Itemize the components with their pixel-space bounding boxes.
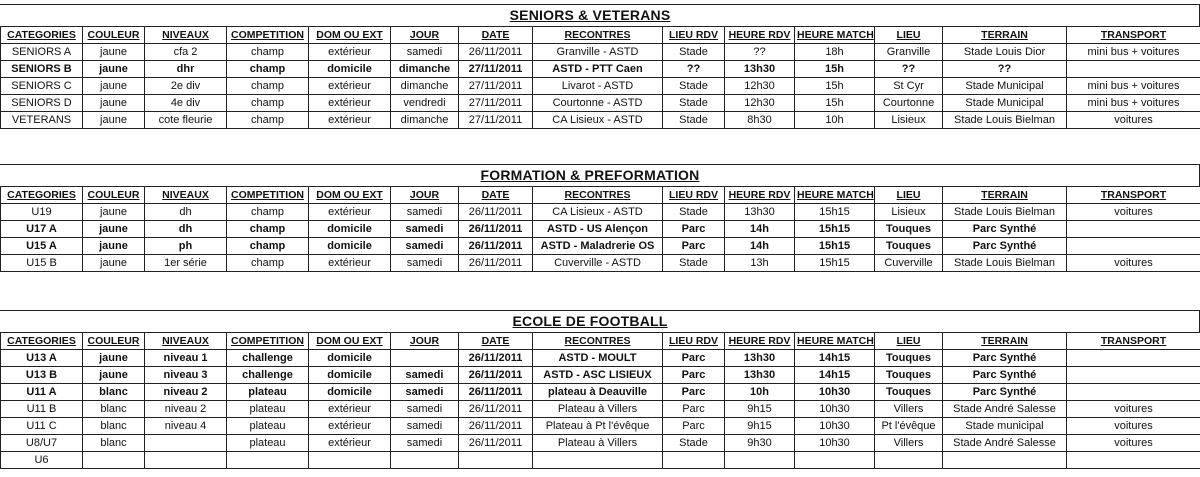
column-header-dom-ou-ext: DOM OU EXT — [309, 333, 391, 350]
cell-lieu: Touques — [875, 367, 943, 384]
cell-heure-match: 18h — [795, 44, 875, 61]
schedule-table — [0, 186, 1200, 272]
cell-competition: champ — [227, 95, 309, 112]
table-row — [1, 367, 1200, 384]
cell-recontres: ASTD - Maladrerie OS — [533, 238, 663, 255]
column-header-date: DATE — [459, 27, 533, 44]
cell-jour: samedi — [391, 401, 459, 418]
cell-date: 26/11/2011 — [459, 384, 533, 401]
column-header-dom-ou-ext: DOM OU EXT — [309, 187, 391, 204]
table-row — [1, 221, 1200, 238]
cell-lieu: Courtonne — [875, 95, 943, 112]
column-header-categories: CATEGORIES — [1, 333, 83, 350]
cell-lieu-rdv — [663, 452, 725, 469]
column-header-heure-rdv: HEURE RDV — [725, 27, 795, 44]
cell-niveaux: cote fleurie — [145, 112, 227, 129]
cell-categories: SENIORS A — [1, 44, 83, 61]
cell-heure-match: 10h30 — [795, 435, 875, 452]
cell-heure-match: 10h30 — [795, 384, 875, 401]
column-header-competition: COMPETITION — [227, 333, 309, 350]
table-row — [1, 350, 1200, 367]
cell-couleur: jaune — [83, 367, 145, 384]
cell-transport — [1067, 238, 1200, 255]
column-header-couleur: COULEUR — [83, 27, 145, 44]
cell-heure-rdv: 13h — [725, 255, 795, 272]
cell-transport: voitures — [1067, 112, 1200, 129]
column-header-transport: TRANSPORT — [1067, 333, 1200, 350]
cell-jour: dimanche — [391, 61, 459, 78]
cell-transport: voitures — [1067, 255, 1200, 272]
cell-categories: U13 B — [1, 367, 83, 384]
cell-heure-rdv: 9h30 — [725, 435, 795, 452]
cell-heure-match: 10h — [795, 112, 875, 129]
cell-dom-ou-ext: extérieur — [309, 95, 391, 112]
cell-niveaux: dh — [145, 221, 227, 238]
cell-categories: SENIORS B — [1, 61, 83, 78]
cell-heure-match: 15h — [795, 95, 875, 112]
cell-competition: champ — [227, 221, 309, 238]
cell-lieu: Touques — [875, 350, 943, 367]
cell-terrain: Stade André Salesse — [943, 401, 1067, 418]
schedule-table — [0, 332, 1200, 469]
cell-couleur: jaune — [83, 78, 145, 95]
cell-dom-ou-ext: domicile — [309, 61, 391, 78]
cell-heure-match: 15h — [795, 61, 875, 78]
cell-terrain: Stade Municipal — [943, 78, 1067, 95]
cell-categories: U17 A — [1, 221, 83, 238]
cell-categories: SENIORS D — [1, 95, 83, 112]
cell-heure-match — [795, 452, 875, 469]
cell-date: 26/11/2011 — [459, 401, 533, 418]
cell-dom-ou-ext: extérieur — [309, 401, 391, 418]
column-header-categories: CATEGORIES — [1, 27, 83, 44]
cell-date: 27/11/2011 — [459, 112, 533, 129]
cell-categories: SENIORS C — [1, 78, 83, 95]
cell-recontres: Cuverville - ASTD — [533, 255, 663, 272]
cell-heure-rdv: ?? — [725, 44, 795, 61]
cell-niveaux: dhr — [145, 61, 227, 78]
cell-couleur: blanc — [83, 418, 145, 435]
column-header-transport: TRANSPORT — [1067, 187, 1200, 204]
cell-terrain: Stade Louis Bielman — [943, 255, 1067, 272]
column-header-categories: CATEGORIES — [1, 187, 83, 204]
cell-competition: challenge — [227, 350, 309, 367]
cell-lieu: Cuverville — [875, 255, 943, 272]
cell-categories: U15 B — [1, 255, 83, 272]
cell-competition: champ — [227, 78, 309, 95]
column-header-jour: JOUR — [391, 333, 459, 350]
cell-heure-rdv: 13h30 — [725, 350, 795, 367]
cell-date — [459, 452, 533, 469]
column-header-lieu-rdv: LIEU RDV — [663, 333, 725, 350]
cell-lieu-rdv: Stade — [663, 112, 725, 129]
column-header-heure-match: HEURE MATCH — [795, 27, 875, 44]
cell-niveaux: niveau 2 — [145, 401, 227, 418]
column-header-terrain: TERRAIN — [943, 333, 1067, 350]
cell-heure-rdv: 14h — [725, 238, 795, 255]
cell-date: 27/11/2011 — [459, 95, 533, 112]
cell-date: 26/11/2011 — [459, 238, 533, 255]
cell-jour: samedi — [391, 238, 459, 255]
cell-jour: dimanche — [391, 112, 459, 129]
cell-heure-match: 10h30 — [795, 418, 875, 435]
cell-lieu-rdv: Parc — [663, 367, 725, 384]
cell-terrain: Parc Synthé — [943, 384, 1067, 401]
cell-transport: voitures — [1067, 401, 1200, 418]
column-header-lieu: LIEU — [875, 333, 943, 350]
cell-couleur: blanc — [83, 435, 145, 452]
cell-lieu: Lisieux — [875, 112, 943, 129]
column-header-date: DATE — [459, 187, 533, 204]
cell-lieu: Villers — [875, 401, 943, 418]
cell-recontres: Plateau à Villers — [533, 435, 663, 452]
cell-categories: U8/U7 — [1, 435, 83, 452]
cell-jour: samedi — [391, 221, 459, 238]
cell-date: 26/11/2011 — [459, 221, 533, 238]
cell-couleur — [83, 452, 145, 469]
cell-date: 26/11/2011 — [459, 418, 533, 435]
cell-heure-rdv: 9h15 — [725, 418, 795, 435]
cell-lieu-rdv: Parc — [663, 384, 725, 401]
cell-categories: U15 A — [1, 238, 83, 255]
table-row — [1, 78, 1200, 95]
cell-transport — [1067, 221, 1200, 238]
cell-niveaux: 4e div — [145, 95, 227, 112]
cell-jour: samedi — [391, 418, 459, 435]
cell-dom-ou-ext: domicile — [309, 367, 391, 384]
column-header-lieu: LIEU — [875, 187, 943, 204]
cell-couleur: jaune — [83, 44, 145, 61]
cell-terrain — [943, 452, 1067, 469]
cell-lieu: Lisieux — [875, 204, 943, 221]
cell-niveaux — [145, 435, 227, 452]
cell-heure-rdv: 13h30 — [725, 204, 795, 221]
column-header-heure-match: HEURE MATCH — [795, 187, 875, 204]
cell-transport: mini bus + voitures — [1067, 78, 1200, 95]
cell-heure-rdv — [725, 452, 795, 469]
table-row — [1, 238, 1200, 255]
cell-couleur: jaune — [83, 61, 145, 78]
cell-heure-rdv: 12h30 — [725, 78, 795, 95]
cell-lieu: Touques — [875, 384, 943, 401]
cell-terrain: Parc Synthé — [943, 221, 1067, 238]
cell-jour: samedi — [391, 384, 459, 401]
column-header-competition: COMPETITION — [227, 27, 309, 44]
table-row — [1, 418, 1200, 435]
cell-niveaux: dh — [145, 204, 227, 221]
cell-transport — [1067, 61, 1200, 78]
cell-heure-rdv: 12h30 — [725, 95, 795, 112]
cell-couleur: jaune — [83, 204, 145, 221]
cell-terrain: Parc Synthé — [943, 238, 1067, 255]
cell-couleur: jaune — [83, 238, 145, 255]
column-header-couleur: COULEUR — [83, 187, 145, 204]
cell-dom-ou-ext: extérieur — [309, 435, 391, 452]
cell-lieu — [875, 452, 943, 469]
cell-recontres: Granville - ASTD — [533, 44, 663, 61]
cell-transport — [1067, 350, 1200, 367]
cell-date: 26/11/2011 — [459, 204, 533, 221]
cell-recontres: plateau à Deauville — [533, 384, 663, 401]
cell-recontres: ASTD - ASC LISIEUX — [533, 367, 663, 384]
cell-niveaux: niveau 4 — [145, 418, 227, 435]
header-row — [1, 27, 1200, 44]
cell-categories: U6 — [1, 452, 83, 469]
cell-dom-ou-ext: extérieur — [309, 44, 391, 61]
column-header-lieu: LIEU — [875, 27, 943, 44]
cell-heure-rdv: 13h30 — [725, 367, 795, 384]
cell-lieu: Touques — [875, 238, 943, 255]
table-row — [1, 112, 1200, 129]
cell-transport — [1067, 384, 1200, 401]
column-header-jour: JOUR — [391, 27, 459, 44]
cell-jour — [391, 350, 459, 367]
cell-dom-ou-ext: domicile — [309, 350, 391, 367]
cell-categories: U11 B — [1, 401, 83, 418]
cell-lieu-rdv: Stade — [663, 78, 725, 95]
cell-heure-match: 15h — [795, 78, 875, 95]
cell-transport: mini bus + voitures — [1067, 44, 1200, 61]
cell-heure-rdv: 10h — [725, 384, 795, 401]
cell-lieu-rdv: Parc — [663, 221, 725, 238]
cell-niveaux — [145, 452, 227, 469]
cell-dom-ou-ext: domicile — [309, 238, 391, 255]
cell-jour: samedi — [391, 44, 459, 61]
table-row — [1, 384, 1200, 401]
table-row — [1, 204, 1200, 221]
column-header-recontres: RECONTRES — [533, 27, 663, 44]
cell-date: 27/11/2011 — [459, 78, 533, 95]
cell-niveaux: 1er série — [145, 255, 227, 272]
cell-niveaux: 2e div — [145, 78, 227, 95]
cell-competition: champ — [227, 61, 309, 78]
column-header-date: DATE — [459, 333, 533, 350]
section-title: ECOLE DE FOOTBALL — [512, 313, 668, 329]
column-header-niveaux: NIVEAUX — [145, 187, 227, 204]
cell-dom-ou-ext: domicile — [309, 384, 391, 401]
cell-terrain: Stade Louis Dior — [943, 44, 1067, 61]
cell-recontres: Courtonne - ASTD — [533, 95, 663, 112]
cell-jour: dimanche — [391, 78, 459, 95]
table-row — [1, 95, 1200, 112]
cell-jour: vendredi — [391, 95, 459, 112]
cell-lieu: Granville — [875, 44, 943, 61]
cell-lieu: Villers — [875, 435, 943, 452]
table-row — [1, 401, 1200, 418]
cell-transport: voitures — [1067, 418, 1200, 435]
column-header-transport: TRANSPORT — [1067, 27, 1200, 44]
cell-lieu: ?? — [875, 61, 943, 78]
cell-couleur: jaune — [83, 221, 145, 238]
section-title: FORMATION & PREFORMATION — [480, 167, 700, 183]
cell-niveaux: cfa 2 — [145, 44, 227, 61]
cell-date: 27/11/2011 — [459, 61, 533, 78]
cell-categories: VETERANS — [1, 112, 83, 129]
cell-date: 26/11/2011 — [459, 435, 533, 452]
column-header-heure-match: HEURE MATCH — [795, 333, 875, 350]
cell-transport: voitures — [1067, 204, 1200, 221]
cell-jour: samedi — [391, 255, 459, 272]
cell-lieu-rdv: Parc — [663, 418, 725, 435]
cell-terrain: Stade André Salesse — [943, 435, 1067, 452]
cell-competition — [227, 452, 309, 469]
cell-competition: plateau — [227, 418, 309, 435]
cell-dom-ou-ext: extérieur — [309, 418, 391, 435]
cell-recontres: Plateau à Villers — [533, 401, 663, 418]
cell-dom-ou-ext: extérieur — [309, 255, 391, 272]
cell-lieu-rdv: Stade — [663, 95, 725, 112]
cell-date: 26/11/2011 — [459, 367, 533, 384]
table-row — [1, 255, 1200, 272]
column-header-lieu-rdv: LIEU RDV — [663, 27, 725, 44]
cell-dom-ou-ext: domicile — [309, 221, 391, 238]
cell-heure-match: 15h15 — [795, 238, 875, 255]
cell-couleur: blanc — [83, 401, 145, 418]
cell-heure-match: 14h15 — [795, 350, 875, 367]
cell-lieu-rdv: Stade — [663, 44, 725, 61]
cell-categories: U13 A — [1, 350, 83, 367]
cell-competition: champ — [227, 238, 309, 255]
column-header-heure-rdv: HEURE RDV — [725, 187, 795, 204]
cell-recontres: Livarot - ASTD — [533, 78, 663, 95]
cell-competition: champ — [227, 112, 309, 129]
cell-niveaux: ph — [145, 238, 227, 255]
cell-lieu: Pt l'évêque — [875, 418, 943, 435]
cell-niveaux: niveau 3 — [145, 367, 227, 384]
cell-recontres: ASTD - PTT Caen — [533, 61, 663, 78]
cell-couleur: jaune — [83, 112, 145, 129]
cell-heure-match: 15h15 — [795, 255, 875, 272]
cell-competition: plateau — [227, 435, 309, 452]
cell-heure-match: 15h15 — [795, 221, 875, 238]
header-row — [1, 333, 1200, 350]
cell-date: 26/11/2011 — [459, 350, 533, 367]
cell-lieu-rdv: Stade — [663, 255, 725, 272]
column-header-lieu-rdv: LIEU RDV — [663, 187, 725, 204]
cell-lieu-rdv: ?? — [663, 61, 725, 78]
cell-lieu-rdv: Parc — [663, 350, 725, 367]
cell-terrain: Stade Municipal — [943, 95, 1067, 112]
cell-competition: champ — [227, 44, 309, 61]
cell-lieu-rdv: Stade — [663, 435, 725, 452]
cell-heure-match: 10h30 — [795, 401, 875, 418]
cell-transport: mini bus + voitures — [1067, 95, 1200, 112]
cell-transport — [1067, 452, 1200, 469]
column-header-recontres: RECONTRES — [533, 333, 663, 350]
cell-transport: voitures — [1067, 435, 1200, 452]
cell-jour: samedi — [391, 367, 459, 384]
cell-terrain: Stade Louis Bielman — [943, 112, 1067, 129]
cell-heure-rdv: 14h — [725, 221, 795, 238]
cell-heure-match: 15h15 — [795, 204, 875, 221]
cell-niveaux: niveau 1 — [145, 350, 227, 367]
column-header-niveaux: NIVEAUX — [145, 27, 227, 44]
cell-jour — [391, 452, 459, 469]
cell-couleur: jaune — [83, 350, 145, 367]
cell-recontres: CA Lisieux - ASTD — [533, 112, 663, 129]
column-header-jour: JOUR — [391, 187, 459, 204]
cell-lieu-rdv: Stade — [663, 204, 725, 221]
cell-lieu-rdv: Parc — [663, 238, 725, 255]
table-row — [1, 61, 1200, 78]
column-header-dom-ou-ext: DOM OU EXT — [309, 27, 391, 44]
cell-heure-rdv: 8h30 — [725, 112, 795, 129]
cell-dom-ou-ext — [309, 452, 391, 469]
cell-competition: plateau — [227, 384, 309, 401]
cell-categories: U19 — [1, 204, 83, 221]
cell-couleur: jaune — [83, 255, 145, 272]
cell-dom-ou-ext: extérieur — [309, 78, 391, 95]
column-header-heure-rdv: HEURE RDV — [725, 333, 795, 350]
schedule-table — [0, 26, 1200, 129]
cell-jour: samedi — [391, 204, 459, 221]
cell-recontres: Plateau à Pt l'évêque — [533, 418, 663, 435]
cell-niveaux: niveau 2 — [145, 384, 227, 401]
column-header-niveaux: NIVEAUX — [145, 333, 227, 350]
column-header-recontres: RECONTRES — [533, 187, 663, 204]
cell-heure-rdv: 13h30 — [725, 61, 795, 78]
cell-terrain: Parc Synthé — [943, 367, 1067, 384]
cell-categories: U11 C — [1, 418, 83, 435]
cell-competition: plateau — [227, 401, 309, 418]
cell-terrain: ?? — [943, 61, 1067, 78]
cell-date: 26/11/2011 — [459, 44, 533, 61]
cell-recontres: ASTD - US Alençon — [533, 221, 663, 238]
cell-transport — [1067, 367, 1200, 384]
cell-dom-ou-ext: extérieur — [309, 204, 391, 221]
cell-competition: champ — [227, 204, 309, 221]
cell-couleur: blanc — [83, 384, 145, 401]
table-row — [1, 44, 1200, 61]
cell-competition: champ — [227, 255, 309, 272]
cell-competition: challenge — [227, 367, 309, 384]
cell-lieu: Touques — [875, 221, 943, 238]
cell-lieu-rdv: Parc — [663, 401, 725, 418]
cell-heure-rdv: 9h15 — [725, 401, 795, 418]
cell-date: 26/11/2011 — [459, 255, 533, 272]
section-title: SENIORS & VETERANS — [509, 7, 671, 23]
cell-recontres: ASTD - MOULT — [533, 350, 663, 367]
cell-jour: samedi — [391, 435, 459, 452]
table-row — [1, 435, 1200, 452]
column-header-competition: COMPETITION — [227, 187, 309, 204]
cell-dom-ou-ext: extérieur — [309, 112, 391, 129]
cell-recontres: CA Lisieux - ASTD — [533, 204, 663, 221]
cell-terrain: Stade Louis Bielman — [943, 204, 1067, 221]
cell-terrain: Stade municipal — [943, 418, 1067, 435]
column-header-terrain: TERRAIN — [943, 27, 1067, 44]
header-row — [1, 187, 1200, 204]
column-header-couleur: COULEUR — [83, 333, 145, 350]
cell-lieu: St Cyr — [875, 78, 943, 95]
cell-terrain: Parc Synthé — [943, 350, 1067, 367]
cell-heure-match: 14h15 — [795, 367, 875, 384]
column-header-terrain: TERRAIN — [943, 187, 1067, 204]
cell-couleur: jaune — [83, 95, 145, 112]
cell-recontres — [533, 452, 663, 469]
cell-categories: U11 A — [1, 384, 83, 401]
table-row — [1, 452, 1200, 469]
